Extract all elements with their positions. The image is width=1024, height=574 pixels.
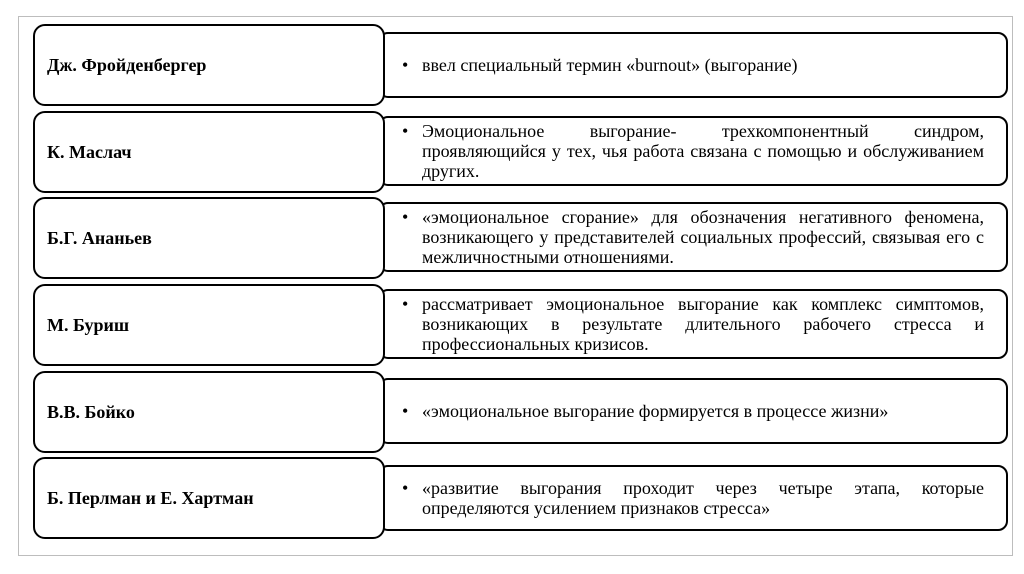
description-box — [378, 289, 1008, 359]
author-name: Дж. Фройденбергер — [47, 54, 207, 75]
description-box — [378, 465, 1008, 531]
description-box — [378, 202, 1008, 272]
author-box — [33, 284, 385, 366]
bullet: • — [402, 401, 409, 421]
author-name: Б.Г. Ананьев — [47, 227, 152, 248]
description-box — [378, 32, 1008, 98]
description-text: ввел специальный термин «burnout» (выгорание) — [422, 55, 798, 75]
author-box — [33, 371, 385, 453]
author-name: Б. Перлман и Е. Хартман — [47, 487, 254, 508]
author-box — [33, 24, 385, 106]
author-box — [33, 197, 385, 279]
description-text: «развитие выгорания проходит через четыре этапа, которые определяются усилением признаков стресса» — [422, 478, 984, 518]
bullet: • — [402, 294, 409, 314]
description-box — [378, 116, 1008, 186]
description-text: «эмоциональное выгорание формируется в процессе жизни» — [422, 401, 889, 421]
bullet: • — [402, 207, 409, 227]
bullet: • — [402, 121, 409, 141]
description-text: «эмоциональное сгорание» для обозначения негативного феномена, возникающего у представителей социальных профессий, связывая его с межличностными отношениями. — [422, 207, 984, 267]
author-name: К. Маслач — [47, 141, 132, 162]
bullet: • — [402, 55, 409, 75]
author-box — [33, 111, 385, 193]
author-name: М. Буриш — [47, 314, 130, 335]
author-name: В.В. Бойко — [47, 401, 135, 422]
description-text: Эмоциональное выгорание- трехкомпонентный синдром, проявляющийся у тех, чья работа связана с помощью и обслуживанием других. — [422, 121, 984, 181]
author-box — [33, 457, 385, 539]
bullet: • — [402, 478, 409, 498]
description-text: рассматривает эмоциональное выгорание как комплекс симптомов, возникающих в результате длительного рабочего стресса и профессиональных кризисов. — [422, 294, 984, 354]
description-box — [378, 378, 1008, 444]
